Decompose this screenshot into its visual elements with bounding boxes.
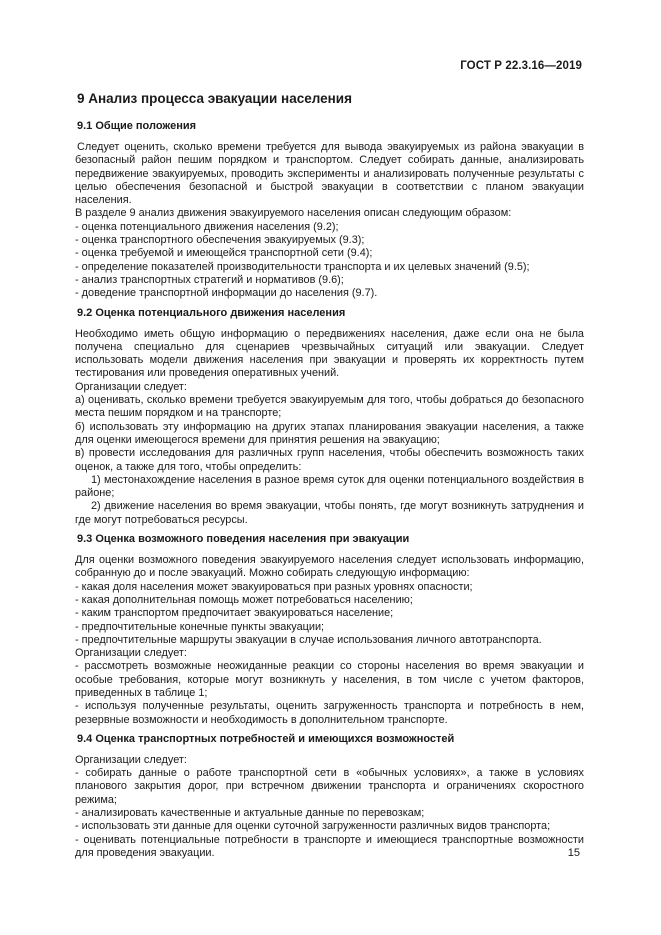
paragraph: Организации следует:: [75, 647, 187, 660]
page-content: [75, 91, 584, 860]
list-item: б) использовать эту информацию на других этапах планирования эвакуации населения, а также для оценки имеющегося времени для принятия решения на эвакуацию;: [75, 420, 584, 446]
list-item: - анализ транспортных стратегий и нормативов (9.6);: [75, 273, 344, 286]
subsection-9-4-title: 9.4 Оценка транспортных потребностей и имеющихся возможностей: [77, 732, 455, 745]
list-item: - рассмотреть возможные неожиданные реакции со стороны населения во время эвакуации и особые требования, которые могут возникнуть у населения, в том числе с учетом факторов, приведенных в таблице 1;: [75, 660, 584, 699]
list-item: - использовать эти данные для оценки суточной загруженности различных видов транспорта;: [75, 820, 551, 833]
sub-list-item: 1) местонахождение населения в разное время суток для оценки потенциального воздействия в районе;: [75, 473, 584, 500]
list-item: - каким транспортом предпочитает эвакуироваться население;: [75, 607, 394, 620]
list-item: - оценка требуемой и имеющейся транспортной сети (9.4);: [75, 247, 373, 260]
paragraph: Организации следует:: [75, 380, 187, 393]
list-item: - определение показателей производительности транспорта и их целевых значений (9.5);: [75, 260, 530, 273]
page-number: 15: [567, 847, 580, 859]
list-item: - доведение транспортной информации до населения (9.7).: [75, 287, 378, 300]
section-title: 9 Анализ процесса эвакуации населения: [77, 91, 352, 106]
paragraph: Необходимо иметь общую информацию о передвижениях населения, даже если она не была получена специально для сценариев чрезвычайных ситуаций или эвакуации. Следует использовать модели движения населения при эвакуации и проверять их корректность путем тестирования или проведения оперативных учений.: [75, 327, 584, 380]
paragraph: Организации следует:: [75, 753, 187, 766]
paragraph: В разделе 9 анализ движения эвакуируемого населения описан следующим образом:: [75, 207, 512, 220]
list-item: - оценка потенциального движения населения (9.2);: [75, 220, 339, 233]
subsection-9-3-title: 9.3 Оценка возможного поведения населения при эвакуации: [77, 533, 410, 546]
list-item: - собирать данные о работе транспортной сети в «обычных условиях», а также в условиях планового закрытия дорог, при встречном движении транспорта и ограничениях скоростного режима;: [75, 767, 584, 806]
list-item: а) оценивать, сколько времени требуется эвакуируемым для того, чтобы добраться до безопасного места пешим порядком и на транспорте;: [75, 394, 584, 420]
list-item: - используя полученные результаты, оценить загруженность транспорта и потребность в нем, резервные возможности и необходимость в дополнительном транспорте.: [75, 700, 584, 726]
list-item: - предпочтительные конечные пункты эвакуации;: [75, 620, 325, 633]
paragraph: Для оценки возможного поведения эвакуируемого населения следует использовать информацию, собранную до и после эвакуаций. Можно собирать следующую информацию:: [75, 554, 584, 580]
list-item: - оценивать потенциальные потребности в транспорте и имеющиеся транспортные возможности для проведения эвакуации.: [75, 833, 584, 859]
list-item: - какая доля населения может эвакуироваться при разных уровнях опасности;: [75, 580, 473, 593]
paragraph: Следует оценить, сколько времени требуется для вывода эвакуируемых из района эвакуации в безопасный район пешим порядком и транспортом. Следует собирать данные, анализировать передвижение эвакуируемых, проводить эксперименты и анализировать полученные результаты с целью обеспечения безопасной и быстрой эвакуации в соответствии с планом эвакуации населения.: [75, 141, 584, 207]
list-item: в) провести исследования для различных групп населения, чтобы обеспечить возможность таких оценок, а также для того, чтобы определить:: [75, 447, 584, 473]
document-code: ГОСТ Р 22.3.16—2019: [460, 60, 582, 72]
list-item: - анализировать качественные и актуальные данные по перевозкам;: [75, 807, 425, 820]
list-item: - какая дополнительная помощь может потребоваться населению;: [75, 593, 413, 606]
list-item: - оценка транспортного обеспечения эвакуируемых (9.3);: [75, 234, 365, 247]
subsection-9-2-title: 9.2 Оценка потенциального движения населения: [77, 306, 346, 319]
sub-list-item: 2) движение населения во время эвакуации, чтобы понять, где могут возникнуть затруднения и где могут потребоваться ресурсы.: [75, 500, 584, 526]
subsection-9-1-title: 9.1 Общие положения: [77, 120, 197, 132]
list-item: - предпочтительные маршруты эвакуации в случае использования личного автотранспорта.: [75, 633, 542, 646]
